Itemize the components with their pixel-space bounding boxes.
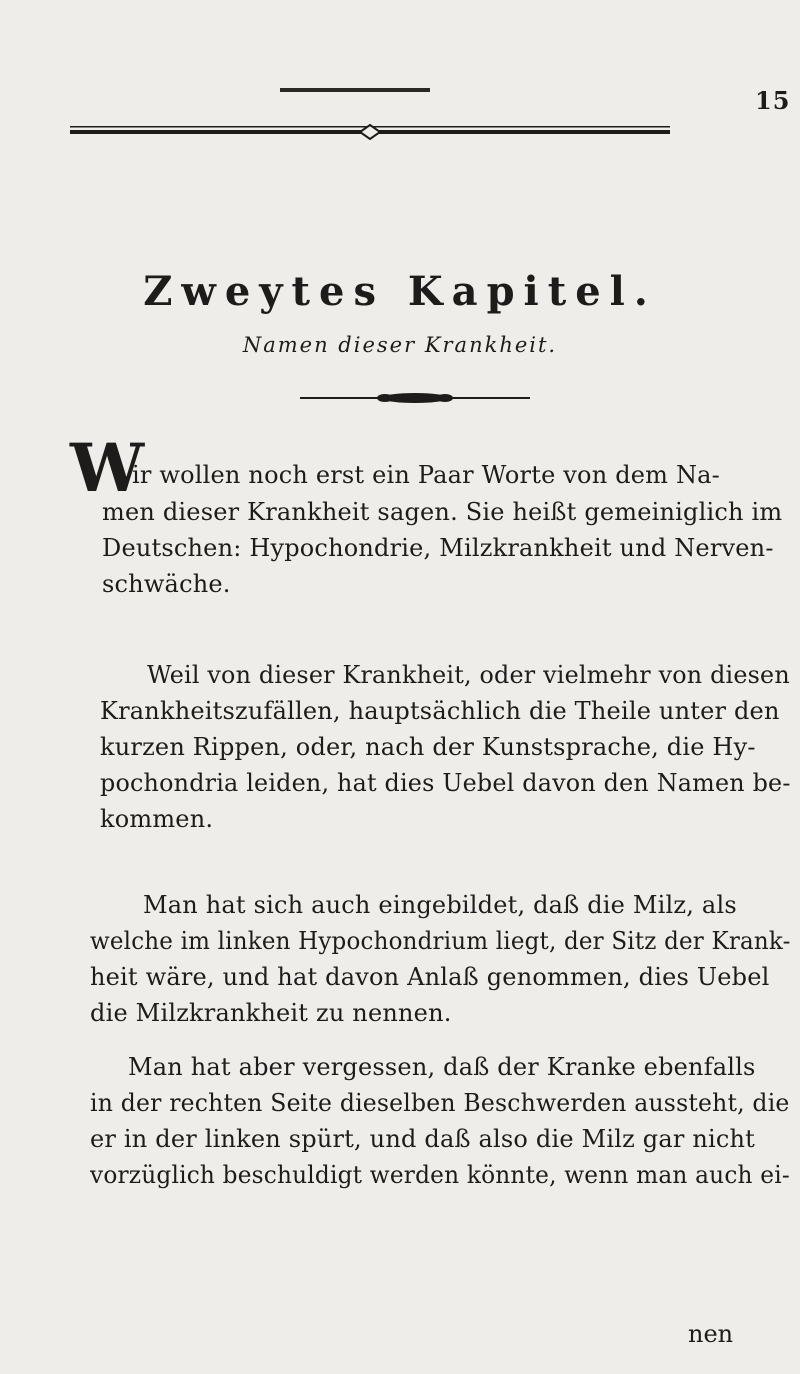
ornamental-rule <box>70 124 670 140</box>
chapter-subtitle: Namen dieser Krankheit. <box>242 333 558 357</box>
page-number: 15 <box>755 86 791 115</box>
header-rule-fragment <box>280 88 430 92</box>
text-line: in der rechten Seite dieselben Beschwerden aussteht, die <box>90 1089 790 1117</box>
text-line: schwäche. <box>102 570 231 598</box>
text-line: vorzüglich beschuldigt werden könnte, wenn man auch ei- <box>90 1161 790 1189</box>
text-line: pochondria leiden, hat dies Uebel davon den Namen be- <box>100 769 791 797</box>
text-line: Weil von dieser Krankheit, oder vielmehr von diesen <box>147 661 790 689</box>
text-line: men dieser Krankheit sagen. Sie heißt gemeiniglich im <box>102 498 783 526</box>
text-line: Man hat sich auch eingebildet, daß die Milz, als <box>143 891 737 919</box>
text-line: heit wäre, und hat davon Anlaß genommen, dies Uebel <box>90 963 770 991</box>
text-line: ir wollen noch erst ein Paar Worte von dem Na- <box>132 461 720 489</box>
text-line: Deutschen: Hypochondrie, Milzkrankheit und Nerven- <box>102 534 774 562</box>
chapter-title: Zweytes Kapitel. <box>143 268 657 315</box>
text-line: Krankheitszufällen, hauptsächlich die Theile unter den <box>100 697 780 725</box>
drop-cap-initial: W <box>70 429 145 507</box>
text-line: Man hat aber vergessen, daß der Kranke ebenfalls <box>128 1053 756 1081</box>
text-line: die Milzkrankheit zu nennen. <box>90 999 452 1027</box>
text-line: kurzen Rippen, oder, nach der Kunstsprache, die Hy- <box>100 733 756 761</box>
text-line: kommen. <box>100 805 214 833</box>
section-divider <box>300 392 530 404</box>
text-line: er in der linken spürt, und daß also die Milz gar nicht <box>90 1125 756 1153</box>
text-line: welche im linken Hypochondrium liegt, der Sitz der Krank- <box>90 927 791 955</box>
catchword: nen <box>688 1320 734 1348</box>
